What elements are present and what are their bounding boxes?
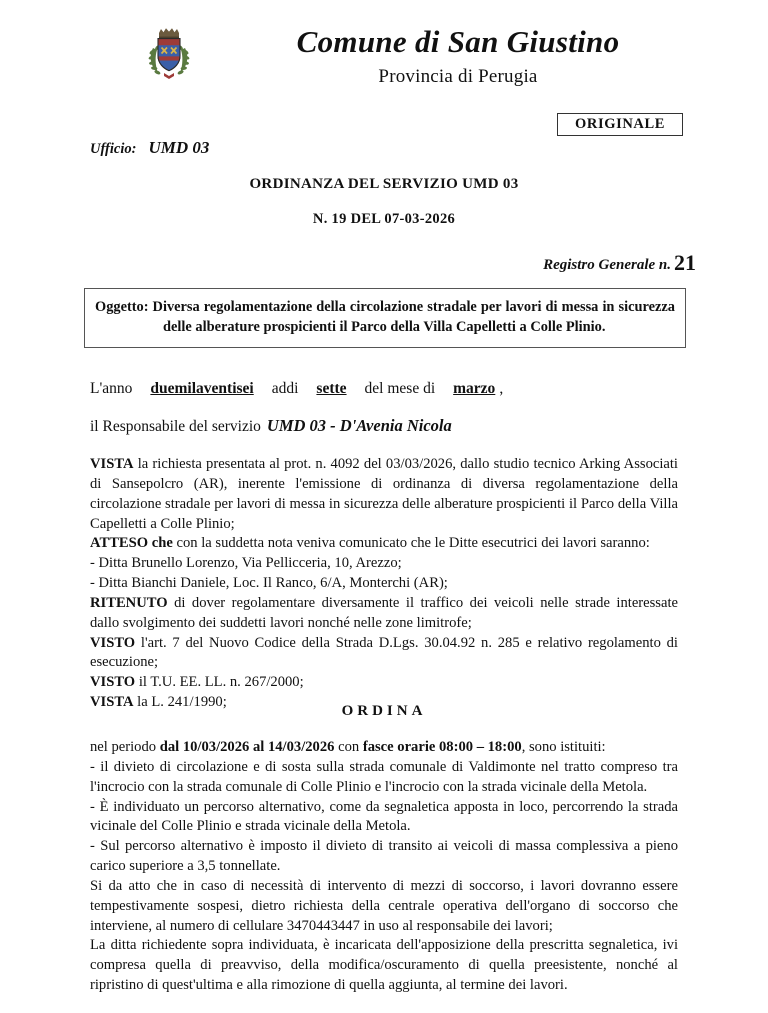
ufficio-label: Ufficio: [90,141,137,157]
premessa-text: il T.U. EE. LL. n. 267/2000; [135,674,304,691]
premessa-text: la L. 241/1990; [133,694,227,711]
premessa-text: la richiesta presentata al prot. n. 4092 del 03/03/2026, dallo studio tecnico Arking Associati di Sansepolcro (AR), inerente l'emissione di ordinanza di diversa regolamentazione della circolazione stradale per lavori di messa in sicurezza delle alberature prospicienti il Parco della Villa Capelletti a Colle Plinio; [90,456,678,532]
period-dates: dal 10/03/2026 al 14/03/2026 [159,739,335,755]
premessa-text: - Ditta Brunello Lorenzo, Via Pellicceria, 10, Arezzo; [90,555,402,572]
premessa-paragraph [90,455,678,534]
ufficio-value: UMD 03 [148,138,210,157]
comune-title: Comune di San Giustino [296,24,620,59]
oggetto-label: Oggetto: [95,299,149,315]
anno-line [90,380,503,398]
anno-suffix: , [499,380,504,397]
premesse-section [90,455,678,713]
premessa-keyword: VISTA [90,694,134,711]
premessa-paragraph [90,574,678,594]
anno-prefix: L'anno [90,380,133,397]
ordinanza-heading: ORDINANZA DEL SERVIZIO UMD 03 [249,176,519,192]
anno-month-word: marzo [453,380,496,397]
premessa-keyword: VISTO [90,634,136,651]
dispositivo-paragraph: La ditta richiedente sopra individuata, è incaricata dell'apposizione della prescritta segnaletica, ivi compresa quella di preavviso, della modifica/oscuramento di quella preesistente, nonché al ripristino di quest'ultima e alla rimozione di quella aggiunta, al termine dei lavori. [90,937,678,994]
document-header [0,14,768,100]
comune-coat-of-arms-icon [146,26,192,84]
premessa-paragraph [90,673,678,693]
premessa-text: di dover regolamentare diversamente il traffico dei veicoli nelle strade interessate dallo svolgimento dei suddetti lavori nonché nelle zone limitrofe; [90,594,678,631]
ufficio-line [90,138,209,158]
registro-generale-number: 21 [674,250,696,275]
premessa-text: l'art. 7 del Nuovo Codice della Strada D.Lgs. 30.04.92 n. 285 e relativo regolamento di esecuzione; [90,634,678,671]
oggetto-box [84,288,686,348]
anno-day-word: sette [316,380,347,397]
responsabile-name: UMD 03 - D'Avenia Nicola [266,416,452,435]
period-prefix: nel periodo [90,739,160,755]
premessa-text: - Ditta Bianchi Daniele, Loc. Il Ranco, 6/A, Monterchi (AR); [90,575,448,592]
originale-badge [557,113,683,136]
premessa-paragraph [90,554,678,574]
anno-addi: addi [271,380,299,397]
premessa-text: con la suddetta nota veniva comunicato che le Ditte esecutrici dei lavori saranno: [172,535,650,552]
provincia-subtitle: Provincia di Perugia [378,65,538,87]
premessa-paragraph [90,594,678,634]
premessa-keyword: VISTA [90,456,134,472]
premessa-keyword: ATTESO che [90,535,173,552]
registro-generale [543,250,696,276]
premessa-keyword: VISTO [90,674,136,691]
responsabile-line [90,416,452,436]
ordina-heading: ORDINA [341,703,427,719]
anno-month-prefix: del mese di [364,380,436,397]
premessa-paragraph [90,534,678,554]
premessa-keyword: RITENUTO [90,594,168,611]
oggetto-paragraph [95,297,675,338]
period-middle: con [334,739,363,755]
period-hours: fasce orarie 08:00 – 18:00 [362,739,522,755]
dispositivo-section [90,738,678,996]
dispositivo-period-line [90,738,678,758]
anno-year-word: duemilaventisei [150,380,254,397]
premessa-paragraph [90,634,678,674]
dispositivo-paragraph: - Sul percorso alternativo è imposto il divieto di transito ai veicoli di massa complessiva a pieno carico superiore a 3,5 tonnellate. [90,838,678,875]
dispositivo-paragraph: - il divieto di circolazione e di sosta sulla strada comunale di Valdimonte nel tratto compreso tra l'incrocio con la strada comunale di Colle Plinio e l'incrocio con la strada vicinale della Metola. [90,758,678,795]
responsabile-prefix: il Responsabile del servizio [90,418,261,435]
ordinanza-number-line: N. 19 DEL 07-03-2026 [312,211,456,227]
period-suffix: , sono istituiti: [521,739,606,755]
dispositivo-paragraph: - È individuato un percorso alternativo, come da segnaletica apposta in loco, percorrendo la strada vicinale del Colle Plinio e strada vicinale della Metola. [90,798,678,835]
oggetto-text: Diversa regolamentazione della circolazione stradale per lavori di messa in sicurezza delle alberature prospicienti il Parco della Villa Capelletti a Colle Plinio. [152,299,675,336]
registro-generale-label: Registro Generale n. [543,257,671,273]
header-title-block [218,24,698,88]
originale-label: ORIGINALE [575,116,665,132]
dispositivo-paragraph: Si da atto che in caso di necessità di intervento di mezzi di soccorso, i lavori dovranno essere tempestivamente sospesi, dietro richiesta della centrale operativa dell'organo di soccorso che interviene, al numero di cellulare 3470443447 in uso al responsabile dei lavori; [90,877,678,934]
